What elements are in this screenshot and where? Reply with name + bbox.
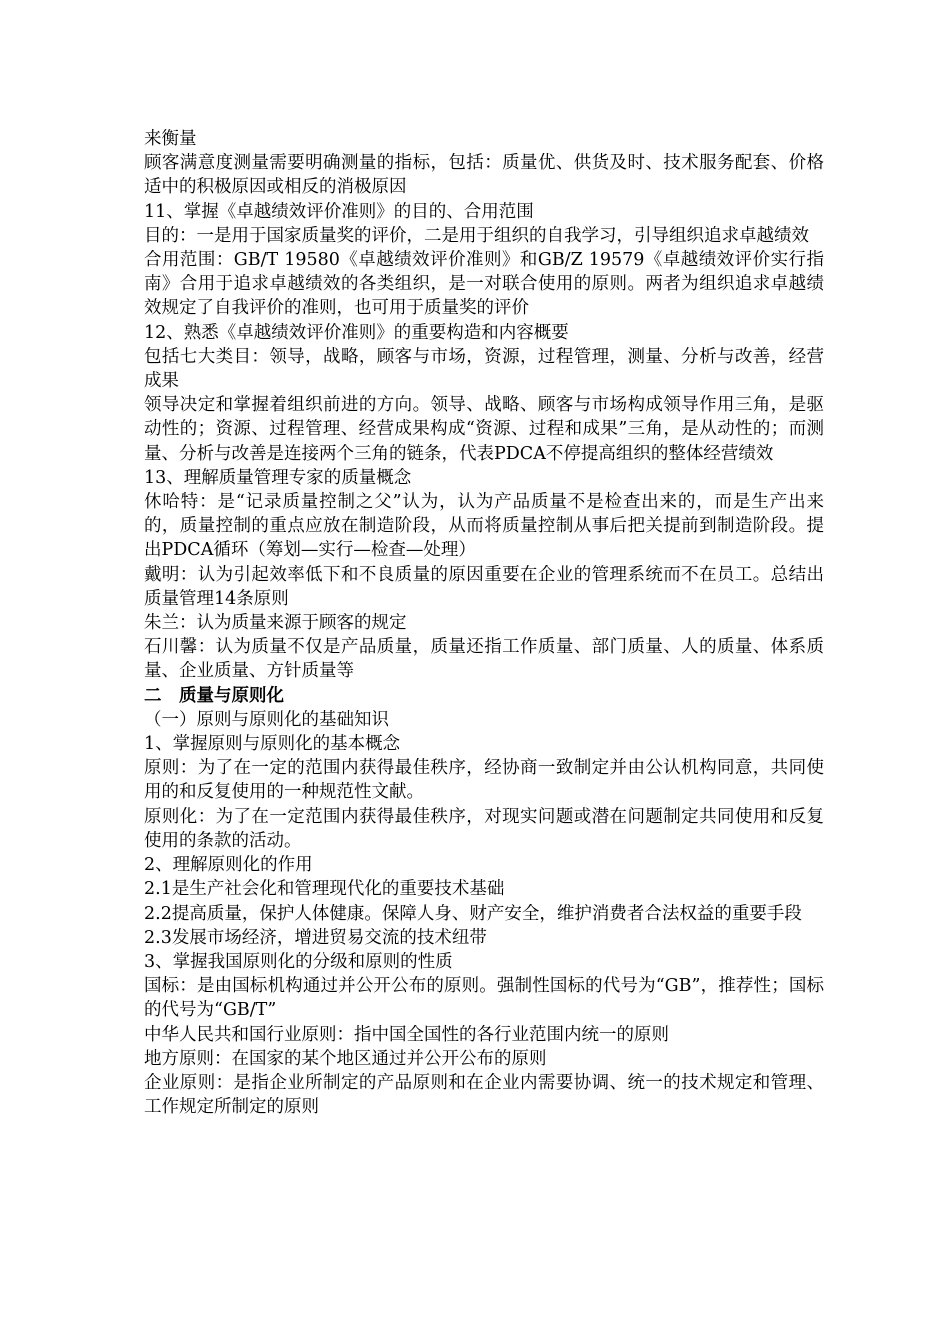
paragraph: 来衡量	[144, 129, 197, 149]
paragraph: 朱兰：认为质量来源于顾客的规定	[144, 613, 407, 634]
paragraph: 国标：是由国标机构通过并公开公布的原则。强制性国标的代号为“GB”，推荐性；国标的代号为“GB/T”	[144, 976, 824, 1021]
paragraph: 2.3发展市场经济，增进贸易交流的技术纽带	[144, 927, 487, 948]
chapter-heading: 二 质量与原则化	[144, 685, 284, 706]
subsection-heading: （一）原则与原则化的基础知识	[144, 709, 389, 730]
paragraph: 地方原则：在国家的某个地区通过并公开公布的原则	[144, 1048, 547, 1069]
section-heading: 2、理解原则化的作用	[144, 855, 313, 876]
paragraph: 原则：为了在一定的范围内获得最佳秩序，经协商一致制定并由公认机构同意，共同使用的和反复使用的一种规范性文献。	[144, 758, 824, 803]
section-heading: 13、理解质量管理专家的质量概念	[144, 467, 412, 488]
paragraph: 2.2提高质量，保护人体健康。保障人身、财产安全，维护消费者合法权益的重要手段	[144, 903, 802, 924]
paragraph: 顾客满意度测量需要明确测量的指标，包括：质量优、供货及时、技术服务配套、价格适中的积极原因或相反的消极原因	[144, 153, 824, 198]
document-body	[144, 127, 824, 1119]
paragraph: 戴明：认为引起效率低下和不良质量的原因重要在企业的管理系统而不在员工。总结出质量管理14条原则	[144, 564, 824, 609]
paragraph: 原则化：为了在一定范围内获得最佳秩序，对现实问题或潜在问题制定共同使用和反复使用的条款的活动。	[144, 806, 824, 851]
paragraph: 2.1是生产社会化和管理现代化的重要技术基础	[144, 879, 505, 900]
section-heading: 12、熟悉《卓越绩效评价准则》的重要构造和内容概要	[144, 322, 569, 343]
section-heading: 1、掌握原则与原则化的基本概念	[144, 734, 401, 755]
paragraph: 合用范围：GB/T 19580《卓越绩效评价准则》和GB/Z 19579《卓越绩效评价实行指南》合用于追求卓越绩效的各类组织，是一对联合使用的原则。两者为组织追求卓越绩效规定了自我评价的准则，也可用于质量奖的评价	[144, 250, 824, 319]
paragraph: 领导决定和掌握着组织前进的方向。领导、战略、顾客与市场构成领导作用三角，是驱动性的；资源、过程管理、经营成果构成“资源、过程和成果”三角，是从动性的；而测量、分析与改善是连接两个三角的链条，代表PDCA不停提高组织的整体经营绩效	[144, 395, 824, 464]
paragraph: 中华人民共和国行业原则：指中国全国性的各行业范围内统一的原则	[144, 1024, 669, 1045]
section-heading: 11、掌握《卓越绩效评价准则》的目的、合用范围	[144, 201, 534, 222]
paragraph: 目的：一是用于国家质量奖的评价，二是用于组织的自我学习，引导组织追求卓越绩效	[144, 225, 809, 246]
paragraph: 企业原则：是指企业所制定的产品原则和在企业内需要协调、统一的技术规定和管理、工作规定所制定的原则	[144, 1072, 824, 1118]
paragraph: 石川馨：认为质量不仅是产品质量，质量还指工作质量、部门质量、人的质量、体系质量、企业质量、方针质量等	[144, 637, 824, 682]
paragraph: 休哈特：是“记录质量控制之父”认为，认为产品质量不是检查出来的，而是生产出来的，质量控制的重点应放在制造阶段，从而将质量控制从事后把关提前到制造阶段。提出PDCA循环（筹划—实行—检查—处理）	[144, 492, 824, 561]
paragraph: 包括七大类目：领导，战略，顾客与市场，资源，过程管理，测量、分析与改善，经营成果	[144, 346, 824, 392]
section-heading: 3、掌握我国原则化的分级和原则的性质	[144, 951, 453, 972]
